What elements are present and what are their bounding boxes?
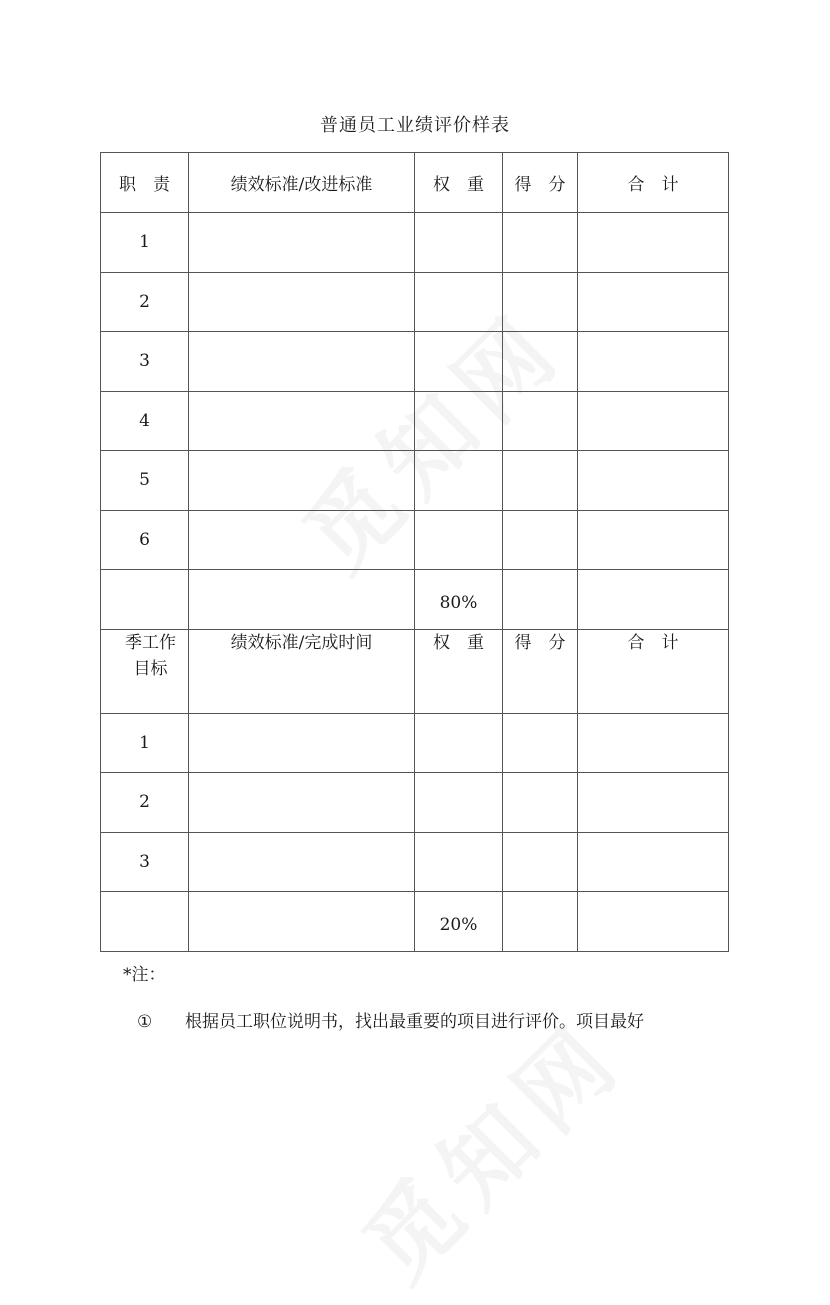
table-row bbox=[101, 391, 729, 451]
standard-cell[interactable] bbox=[189, 391, 415, 451]
total-cell[interactable] bbox=[578, 832, 729, 892]
weight-cell[interactable] bbox=[415, 832, 503, 892]
header-row-responsibilities bbox=[101, 153, 729, 213]
note-item-number: ① bbox=[137, 1012, 153, 1032]
score-cell[interactable] bbox=[503, 713, 578, 773]
standard-cell[interactable] bbox=[189, 213, 415, 273]
total-cell[interactable] bbox=[578, 272, 729, 332]
table-row bbox=[101, 713, 729, 773]
subtotal-row bbox=[101, 892, 729, 952]
score-cell[interactable] bbox=[503, 773, 578, 833]
header-weight: 权 重 bbox=[415, 153, 503, 213]
standard-cell[interactable] bbox=[189, 773, 415, 833]
score-cell[interactable] bbox=[503, 213, 578, 273]
score-cell[interactable] bbox=[503, 510, 578, 570]
weight-cell[interactable] bbox=[415, 713, 503, 773]
weight-cell[interactable] bbox=[415, 773, 503, 833]
weight-cell[interactable] bbox=[415, 213, 503, 273]
note-item-text: 根据员工职位说明书，找出最重要的项目进行评价。项目最好 bbox=[185, 1012, 644, 1032]
evaluation-table bbox=[100, 152, 729, 952]
row-number: 1 bbox=[101, 213, 189, 273]
subtotal-row bbox=[101, 570, 729, 630]
header-total: 合 计 bbox=[578, 629, 729, 713]
standard-cell[interactable] bbox=[189, 272, 415, 332]
document-title: 普通员工业绩评价样表 bbox=[320, 115, 510, 136]
row-number: 3 bbox=[101, 832, 189, 892]
standard-cell[interactable] bbox=[189, 832, 415, 892]
weight-subtotal: 20% bbox=[415, 892, 503, 952]
table-row bbox=[101, 451, 729, 511]
score-cell[interactable] bbox=[503, 832, 578, 892]
empty-cell bbox=[101, 570, 189, 630]
weight-cell[interactable] bbox=[415, 510, 503, 570]
table-row bbox=[101, 510, 729, 570]
empty-cell bbox=[189, 892, 415, 952]
standard-cell[interactable] bbox=[189, 332, 415, 392]
row-number: 3 bbox=[101, 332, 189, 392]
watermark-bottom bbox=[330, 987, 648, 1305]
score-cell[interactable] bbox=[503, 892, 578, 952]
empty-cell bbox=[189, 570, 415, 630]
header-row-quarterly-goals bbox=[101, 629, 729, 713]
row-number: 2 bbox=[101, 773, 189, 833]
score-cell[interactable] bbox=[503, 391, 578, 451]
total-cell[interactable] bbox=[578, 570, 729, 630]
weight-cell[interactable] bbox=[415, 272, 503, 332]
header-weight: 权 重 bbox=[415, 629, 503, 713]
row-number: 5 bbox=[101, 451, 189, 511]
total-cell[interactable] bbox=[578, 332, 729, 392]
row-number: 4 bbox=[101, 391, 189, 451]
header-score: 得 分 bbox=[503, 629, 578, 713]
total-cell[interactable] bbox=[578, 213, 729, 273]
header-responsibility: 职 责 bbox=[101, 153, 189, 213]
total-cell[interactable] bbox=[578, 391, 729, 451]
total-cell[interactable] bbox=[578, 713, 729, 773]
score-cell[interactable] bbox=[503, 451, 578, 511]
header-performance-deadline: 绩效标准/完成时间 bbox=[189, 629, 415, 713]
standard-cell[interactable] bbox=[189, 713, 415, 773]
score-cell[interactable] bbox=[503, 332, 578, 392]
table-row bbox=[101, 832, 729, 892]
standard-cell[interactable] bbox=[189, 451, 415, 511]
total-cell[interactable] bbox=[578, 510, 729, 570]
total-cell[interactable] bbox=[578, 892, 729, 952]
weight-subtotal: 80% bbox=[415, 570, 503, 630]
table-row bbox=[101, 272, 729, 332]
note-label: *注： bbox=[123, 965, 166, 985]
table-row bbox=[101, 773, 729, 833]
total-cell[interactable] bbox=[578, 451, 729, 511]
total-cell[interactable] bbox=[578, 773, 729, 833]
standard-cell[interactable] bbox=[189, 510, 415, 570]
score-cell[interactable] bbox=[503, 570, 578, 630]
weight-cell[interactable] bbox=[415, 391, 503, 451]
note-item bbox=[137, 1007, 644, 1032]
table-row bbox=[101, 213, 729, 273]
header-quarterly-goal: 季工作目标 bbox=[101, 629, 189, 713]
header-total: 合 计 bbox=[578, 153, 729, 213]
weight-cell[interactable] bbox=[415, 451, 503, 511]
header-score: 得 分 bbox=[503, 153, 578, 213]
score-cell[interactable] bbox=[503, 272, 578, 332]
row-number: 1 bbox=[101, 713, 189, 773]
weight-cell[interactable] bbox=[415, 332, 503, 392]
row-number: 6 bbox=[101, 510, 189, 570]
table-row bbox=[101, 332, 729, 392]
header-performance-standard: 绩效标准/改进标准 bbox=[189, 153, 415, 213]
empty-cell bbox=[101, 892, 189, 952]
row-number: 2 bbox=[101, 272, 189, 332]
